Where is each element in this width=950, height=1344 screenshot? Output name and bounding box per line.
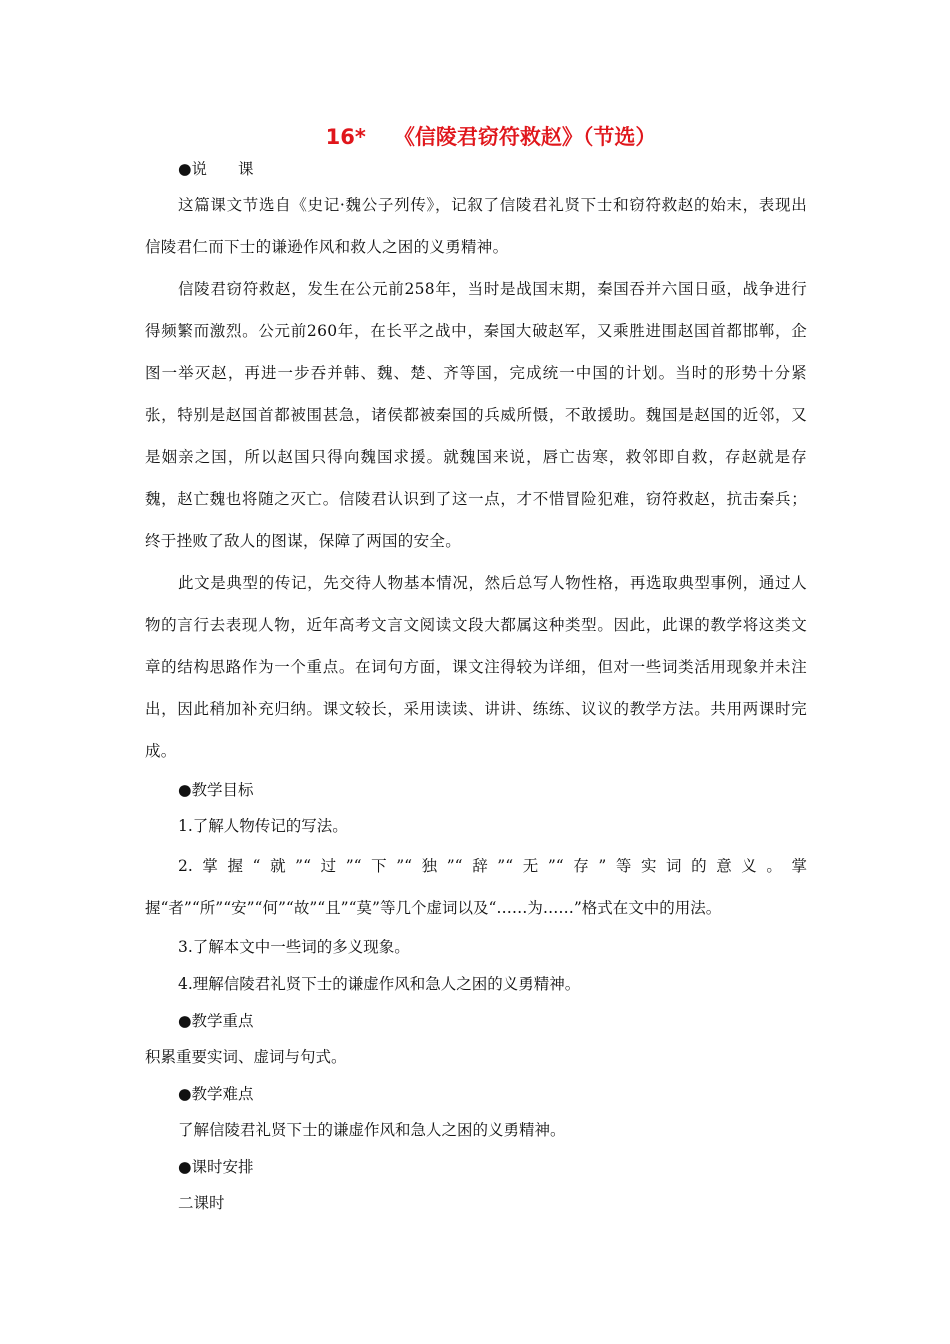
paragraph: 这篇课文节选自《史记·魏公子列传》，记叙了信陵君礼贤下士和窃符救赵的始末，表现出信陵君仁而下士的谦逊作风和救人之困的义勇精神。 <box>145 196 807 256</box>
paragraph: 信陵君窃符救赵，发生在公元前258年，当时是战国末期，秦国吞并六国日亟，战争进行得频繁而激烈。公元前260年，在长平之战中，秦国大破赵军，又乘胜进围赵国首都邯郸，企图一举灭赵，再进一步吞并韩、魏、楚、齐等国，完成统一中国的计划。当时的形势十分紧张，特别是赵国首都被围甚急，诸侯都被秦国的兵威所慑，不敢援助。魏国是赵国的近邻，又是姻亲之国，所以赵国只得向魏国求援。就魏国来说，唇亡齿寒，救邻即自救，存赵就是存魏，赵亡魏也将随之灭亡。信陵君认识到了这一点，才不惜冒险犯难，窃符救赵，抗击秦兵；终于挫败了敌人的图谋，保障了两国的安全。 <box>145 280 807 550</box>
goal-item: 4.理解信陵君礼贤下士的谦虚作风和急人之困的义勇精神。 <box>178 975 581 993</box>
document-page <box>145 120 807 1222</box>
paragraph: 此文是典型的传记，先交待人物基本情况，然后总写人物性格，再选取典型事例，通过人物的言行去表现人物，近年高考文言文阅读文段大都属这种类型。因此，此课的教学将这类文章的结构思路作为一个重点。在词句方面，课文注得较为详细，但对一些词类活用现象并未注出，因此稍加补充归纳。课文较长，采用读读、讲讲、练练、议议的教学方法。共用两课时完成。 <box>145 574 807 760</box>
lesson-title: 《信陵君窃符救赵》（节选） <box>393 125 657 149</box>
section-heading-key: ●教学重点 <box>178 1012 254 1030</box>
key-point-text: 积累重要实词、虚词与句式。 <box>145 1048 347 1066</box>
goal-item: 1.了解人物传记的写法。 <box>178 817 348 835</box>
goal-item: 2.掌握“就”“过”“下”“独”“辞”“无”“存”等实词的意义。掌握“者”“所”“安”“何”“故”“且”“莫”等几个虚词以及“……为……”格式在文中的用法。 <box>145 857 807 917</box>
difficult-point-text: 了解信陵君礼贤下士的谦虚作风和急人之困的义勇精神。 <box>178 1121 566 1139</box>
section-heading-difficult: ●教学难点 <box>178 1085 254 1103</box>
section-heading-schedule: ●课时安排 <box>178 1158 254 1176</box>
goal-item: 3.了解本文中一些词的多义现象。 <box>178 938 410 956</box>
section-heading-goals: ●教学目标 <box>178 781 254 799</box>
section-heading-shuoke: ●说 课 <box>178 160 254 178</box>
document-title <box>175 120 807 154</box>
schedule-text: 二课时 <box>178 1194 225 1212</box>
lesson-number: 16* <box>325 125 366 149</box>
